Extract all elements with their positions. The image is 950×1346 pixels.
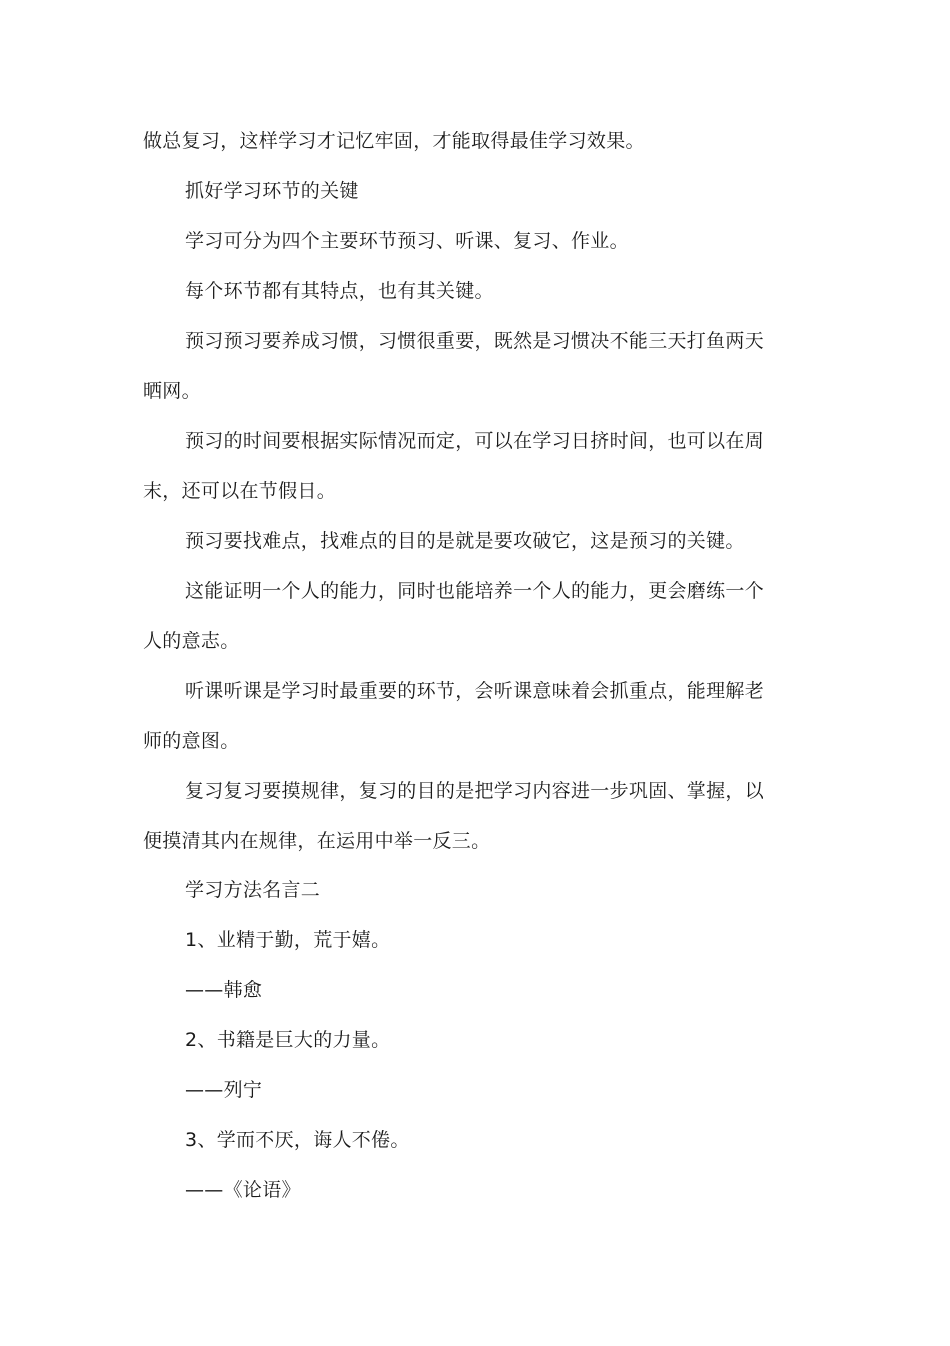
quote-line: 2、书籍是巨大的力量。 xyxy=(185,1029,391,1051)
text-line: 复习复习要摸规律，复习的目的是把学习内容进一步巩固、掌握，以 xyxy=(185,780,765,802)
quote-line: 3、学而不厌，诲人不倦。 xyxy=(185,1129,410,1151)
quote-author: ——《论语》 xyxy=(185,1179,301,1201)
text-line: 师的意图。 xyxy=(143,730,240,752)
section-heading: 抓好学习环节的关键 xyxy=(185,180,359,202)
text-line: 预习要找难点，找难点的目的是就是要攻破它，这是预习的关键。 xyxy=(185,530,745,552)
quote-author: ——韩愈 xyxy=(185,979,263,1001)
text-line: 听课听课是学习时最重要的环节，会听课意味着会抓重点，能理解老 xyxy=(185,680,765,702)
text-line: 这能证明一个人的能力，同时也能培养一个人的能力，更会磨练一个 xyxy=(185,580,765,602)
text-line: 末，还可以在节假日。 xyxy=(143,480,337,502)
text-line: 做总复习，这样学习才记忆牢固，才能取得最佳学习效果。 xyxy=(143,130,645,152)
section-heading: 学习方法名言二 xyxy=(185,879,321,901)
text-line: 晒网。 xyxy=(143,380,201,402)
text-line: 人的意志。 xyxy=(143,630,240,652)
text-line: 学习可分为四个主要环节预习、听课、复习、作业。 xyxy=(185,230,629,252)
text-line: 预习预习要养成习惯，习惯很重要，既然是习惯决不能三天打鱼两天 xyxy=(185,330,765,352)
quote-line: 1、业精于勤，荒于嬉。 xyxy=(185,929,391,951)
text-line: 便摸清其内在规律，在运用中举一反三。 xyxy=(143,830,491,852)
text-line: 每个环节都有其特点，也有其关键。 xyxy=(185,280,494,302)
quote-author: ——列宁 xyxy=(185,1079,263,1101)
text-line: 预习的时间要根据实际情况而定，可以在学习日挤时间，也可以在周 xyxy=(185,430,765,452)
